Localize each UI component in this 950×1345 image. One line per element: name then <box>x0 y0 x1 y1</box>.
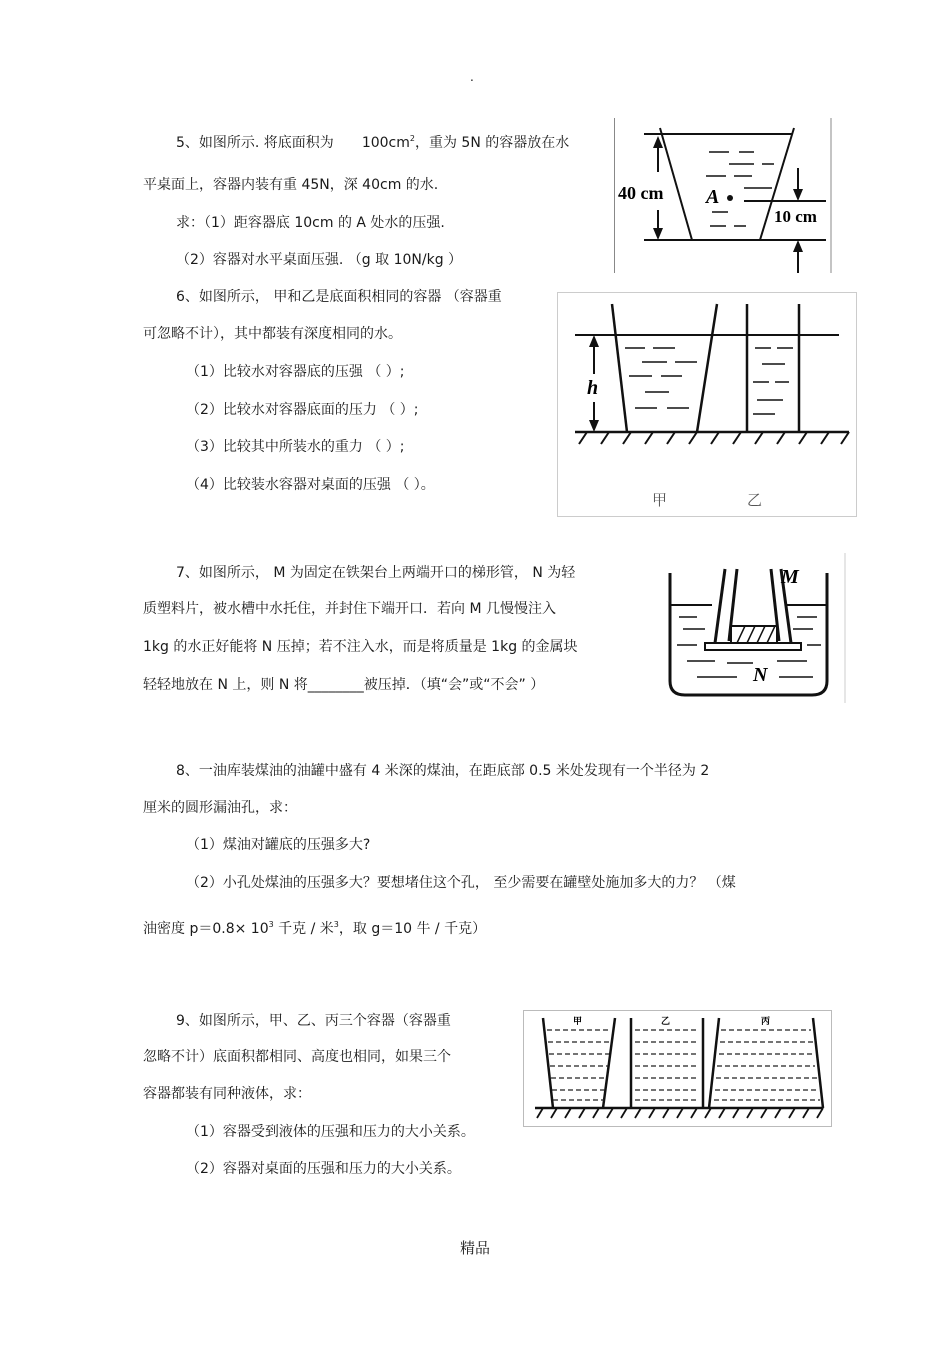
q7-figure <box>657 553 847 703</box>
q7-n-label: N <box>753 664 768 686</box>
q6-figure <box>557 292 857 517</box>
q6-item-4: （4）比较装水容器对桌面的压强 （ ）。 <box>186 477 435 493</box>
q7-line2: 质塑料片，被水槽中水托住，并封住下端开口．若向 M 几慢慢注入 <box>143 601 556 617</box>
q6-label-jia: 甲 <box>652 491 668 509</box>
q6-item-1: （1）比较水对容器底的压强 （ ）; <box>186 364 405 380</box>
q6-h-label: h <box>587 377 599 399</box>
q5-line1-c: ，重为 5N 的容器放在水 <box>414 135 570 151</box>
q8-line5-sup2: 3 <box>333 920 339 929</box>
q6-line1: 6、如图所示， 甲和乙是底面积相同的容器 （容器重 <box>176 289 502 305</box>
q8-line1: 8、一油库装煤油的油罐中盛有 4 米深的煤油，在距底部 0.5 米处发现有一个半径为 2 <box>176 763 710 779</box>
q8-line3: （1）煤油对罐底的压强多大? <box>186 837 371 853</box>
q5-line3: 求：（1）距容器底 10cm 的 A 处水的压强. <box>176 215 445 231</box>
q9-label-jia: 甲 <box>573 1017 583 1027</box>
q8-line5 <box>143 919 486 939</box>
q6-line2: 可忽略不计），其中都装有深度相同的水。 <box>143 326 402 342</box>
q9-line5: （2）容器对桌面的压强和压力的大小关系。 <box>186 1161 461 1177</box>
q6-label-yi: 乙 <box>747 491 763 509</box>
q9-line4: （1）容器受到液体的压强和压力的大小关系。 <box>186 1124 475 1140</box>
q5-line1 <box>176 133 569 153</box>
q9-figure <box>523 1010 833 1128</box>
q7-line3: 1kg 的水正好能将 N 压掉；若不注入水，而是将质量是 1kg 的金属块 <box>143 639 578 655</box>
q8-line5-sup1: 3 <box>268 920 274 929</box>
q5-area-value: 100cm <box>361 135 410 151</box>
page-footer: 精品 <box>459 1239 490 1257</box>
q5-height-label: 10 cm <box>774 207 817 226</box>
q5-area-sup: 2 <box>409 134 415 143</box>
q8-line5-a: 油密度 p＝0.8× 10 <box>143 921 269 937</box>
q6-item-2: （2）比较水对容器底面的压力 （ ）; <box>186 402 419 418</box>
q5-point-label: A <box>706 186 720 208</box>
q7-line1: 7、如图所示， M 为固定在铁架台上两端开口的梯形管， N 为轻 <box>176 565 576 581</box>
q5-line4: （2）容器对水平桌面压强. （g 取 10N/kg ） <box>176 252 463 268</box>
q6-item-3: （3）比较其中所装水的重力 （ ）; <box>186 439 405 455</box>
q7-line4: 轻轻地放在 N 上，则 N 将________被压掉．（填“会”或“不会” ） <box>143 677 545 693</box>
q8-line4: （2）小孔处煤油的压强多大？要想堵住这个孔， 至少需要在罐壁处施加多大的力？ （煤 <box>186 875 736 891</box>
q9-label-yi: 乙 <box>661 1017 671 1027</box>
q9-line3: 容器都装有同种液体，求： <box>143 1086 311 1102</box>
q8-line2: 厘米的圆形漏油孔，求： <box>143 800 297 816</box>
header-dot: . <box>470 70 474 84</box>
q5-depth-label: 40 cm <box>618 183 664 203</box>
q9-line2: 忽略不计）底面积都相同、高度也相同，如果三个 <box>143 1049 451 1065</box>
q5-figure <box>614 118 832 273</box>
q9-label-bing: 丙 <box>761 1017 771 1027</box>
q7-m-label: M <box>781 566 799 588</box>
q9-line1: 9、如图所示，甲、乙、丙三个容器（容器重 <box>176 1013 451 1029</box>
q8-line5-c: ，取 g＝10 牛 / 千克） <box>338 921 487 937</box>
q5-line2: 平桌面上，容器内装有重 45N，深 40cm 的水. <box>143 177 439 193</box>
q8-line5-b: 千克 / 米 <box>273 921 334 937</box>
q5-line1-a: 5、如图所示. 将底面积为 <box>176 135 334 151</box>
